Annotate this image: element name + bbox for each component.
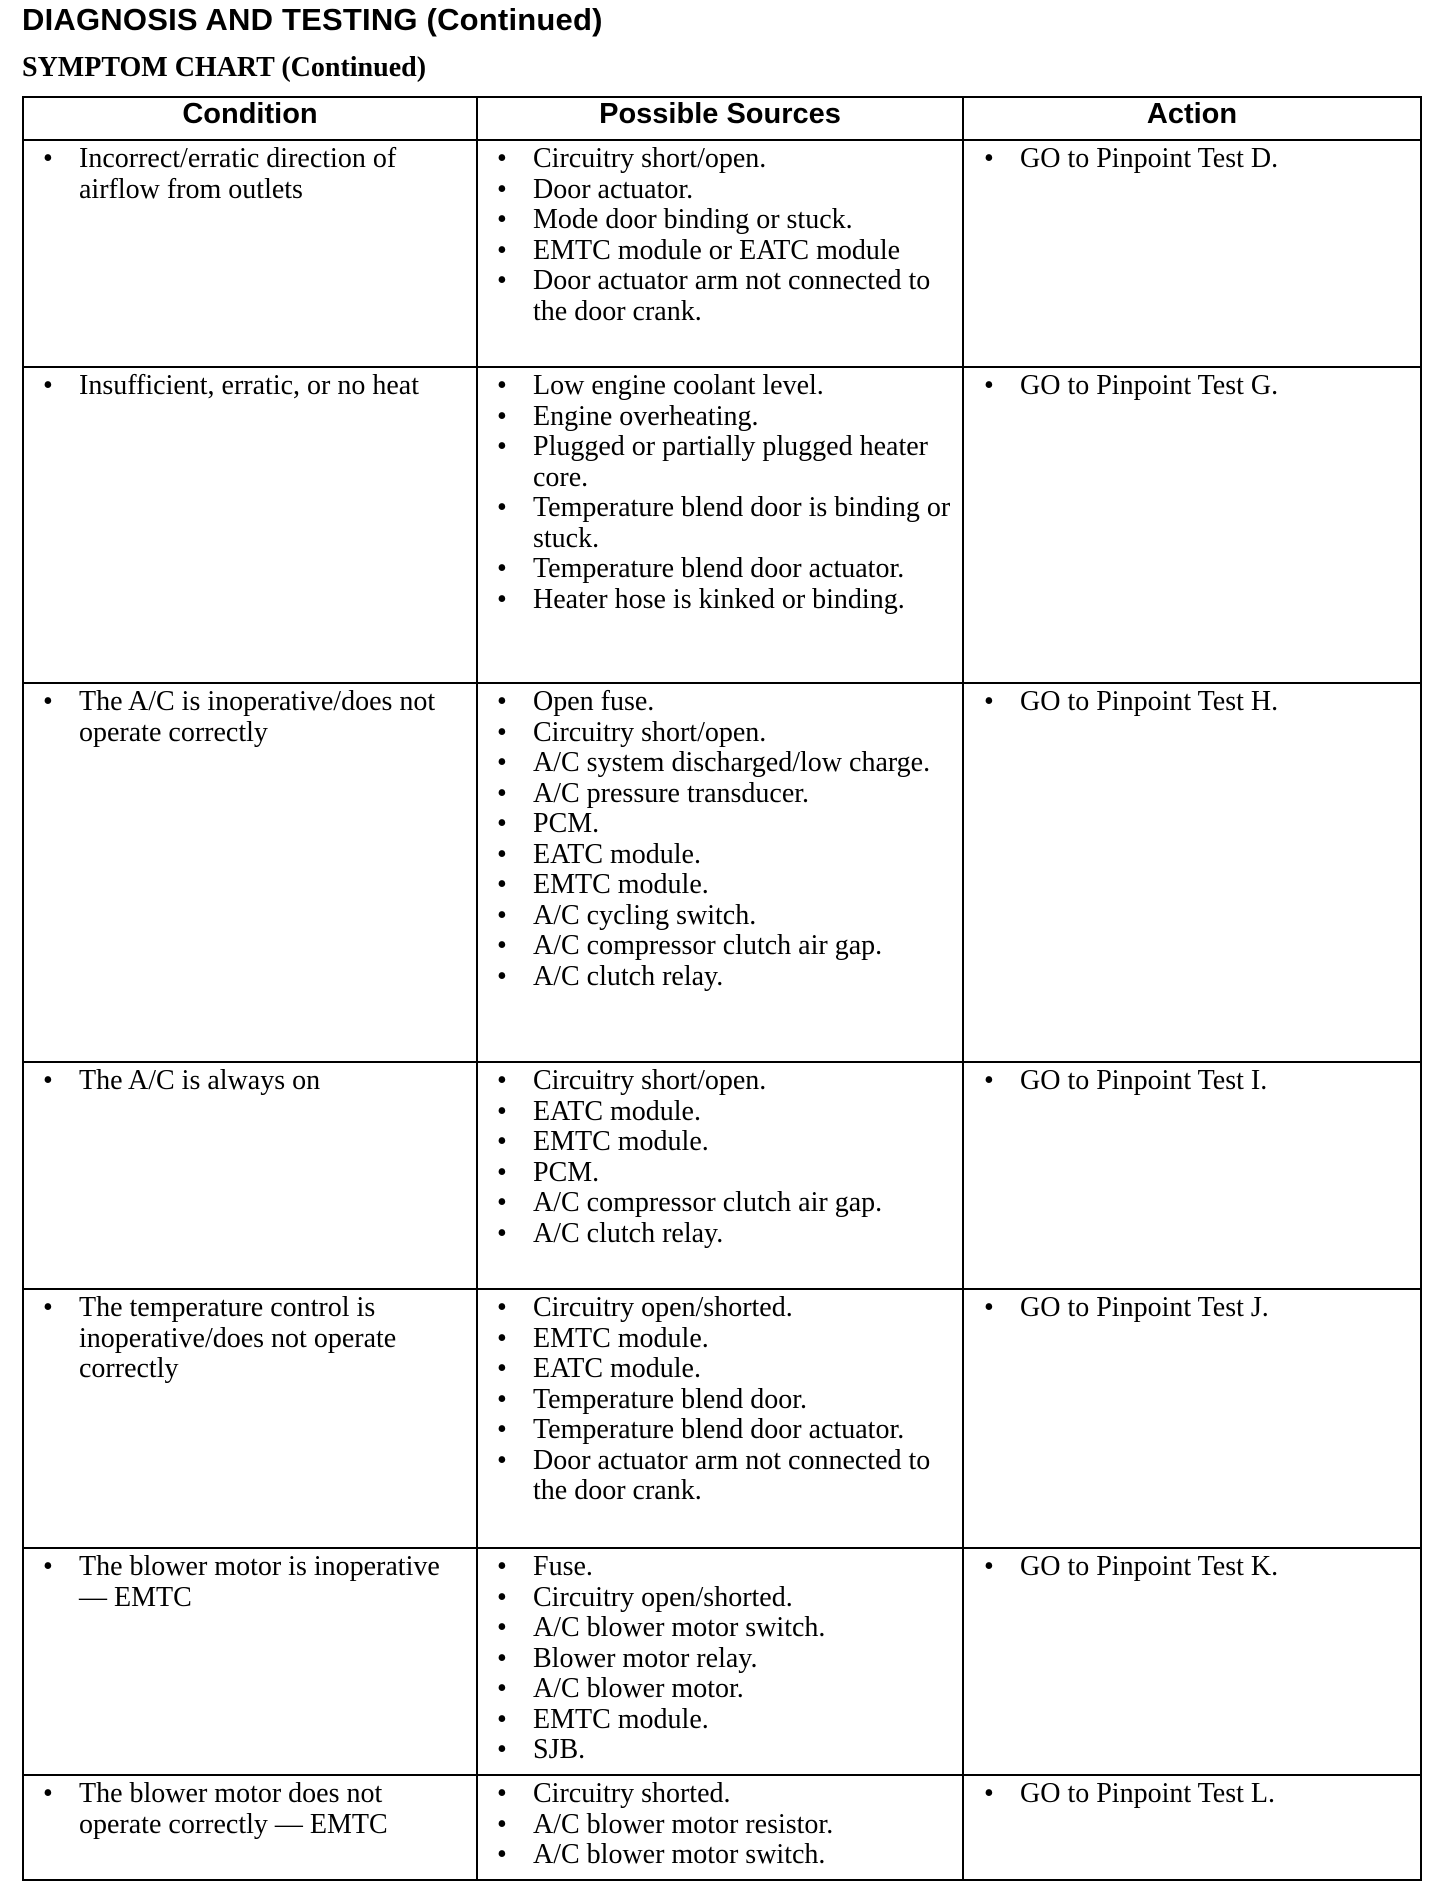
action-text: • GO to Pinpoint Test L.	[1020, 1779, 1410, 1810]
source-item: • A/C clutch relay.	[533, 1219, 952, 1250]
condition-cell	[23, 1775, 477, 1880]
table-row	[23, 683, 1421, 1062]
source-item: • EATC module.	[533, 840, 952, 871]
source-item: • Heater hose is kinked or binding.	[533, 585, 952, 616]
source-item: • Temperature blend door actuator.	[533, 1415, 952, 1446]
source-item: • A/C pressure transducer.	[533, 779, 952, 810]
source-item: • Circuitry short/open.	[533, 144, 952, 175]
bullet-list	[964, 144, 1420, 175]
table-row	[23, 1775, 1421, 1880]
possible-sources-cell	[477, 1775, 963, 1880]
condition-text: • The A/C is always on	[79, 1066, 462, 1097]
source-item: • EMTC module.	[533, 1324, 952, 1355]
bullet-list	[478, 1066, 962, 1249]
source-item: • EATC module.	[533, 1354, 952, 1385]
bullet-list	[478, 144, 962, 327]
source-item: • Temperature blend door.	[533, 1385, 952, 1416]
action-text: • GO to Pinpoint Test I.	[1020, 1066, 1410, 1097]
bullet-list	[24, 371, 476, 402]
symptom-chart-table	[22, 96, 1422, 1881]
possible-sources-cell	[477, 1062, 963, 1289]
bullet-list	[478, 687, 962, 992]
table-row	[23, 1548, 1421, 1775]
action-text: • GO to Pinpoint Test H.	[1020, 687, 1410, 718]
action-cell	[963, 683, 1421, 1062]
bullet-list	[24, 1779, 476, 1840]
source-item: • A/C cycling switch.	[533, 901, 952, 932]
column-header-action: Action	[963, 97, 1421, 140]
condition-text: • Insufficient, erratic, or no heat	[79, 371, 462, 402]
condition-text: • The temperature control is inoperative/does not operate correctly	[79, 1293, 462, 1385]
source-item: • Mode door binding or stuck.	[533, 205, 952, 236]
source-item: • Temperature blend door actuator.	[533, 554, 952, 585]
table-row	[23, 1289, 1421, 1548]
source-item: • A/C blower motor.	[533, 1674, 952, 1705]
condition-text: • The A/C is inoperative/does not operate correctly	[79, 687, 462, 748]
source-item: • Open fuse.	[533, 687, 952, 718]
bullet-list	[478, 371, 962, 615]
source-item: • Circuitry open/shorted.	[533, 1583, 952, 1614]
source-item: • A/C blower motor switch.	[533, 1840, 952, 1871]
bullet-list	[478, 1293, 962, 1507]
condition-cell	[23, 683, 477, 1062]
source-item: • Door actuator arm not connected to the door crank.	[533, 266, 952, 327]
source-item: • PCM.	[533, 809, 952, 840]
bullet-list	[964, 1066, 1420, 1097]
condition-cell	[23, 140, 477, 367]
table-body	[23, 140, 1421, 1880]
source-item: • A/C system discharged/low charge.	[533, 748, 952, 779]
bullet-list	[24, 1066, 476, 1097]
source-item: • A/C blower motor resistor.	[533, 1810, 952, 1841]
source-item: • Door actuator.	[533, 175, 952, 206]
source-item: • SJB.	[533, 1735, 952, 1766]
condition-text: • Incorrect/erratic direction of airflow from outlets	[79, 144, 462, 205]
table-header-row	[23, 97, 1421, 140]
possible-sources-cell	[477, 683, 963, 1062]
source-item: • Engine overheating.	[533, 402, 952, 433]
possible-sources-cell	[477, 367, 963, 683]
action-cell	[963, 1775, 1421, 1880]
source-item: • EMTC module.	[533, 870, 952, 901]
condition-text: • The blower motor does not operate correctly — EMTC	[79, 1779, 462, 1840]
source-item: • Fuse.	[533, 1552, 952, 1583]
table-row	[23, 140, 1421, 367]
source-item: • Circuitry open/shorted.	[533, 1293, 952, 1324]
source-item: • Circuitry short/open.	[533, 718, 952, 749]
action-cell	[963, 367, 1421, 683]
action-text: • GO to Pinpoint Test G.	[1020, 371, 1410, 402]
action-text: • GO to Pinpoint Test K.	[1020, 1552, 1410, 1583]
action-text: • GO to Pinpoint Test D.	[1020, 144, 1410, 175]
action-cell	[963, 1289, 1421, 1548]
bullet-list	[964, 1779, 1420, 1810]
bullet-list	[24, 687, 476, 748]
possible-sources-cell	[477, 1289, 963, 1548]
source-item: • A/C clutch relay.	[533, 962, 952, 993]
source-item: • Blower motor relay.	[533, 1644, 952, 1675]
source-item: • EMTC module or EATC module	[533, 236, 952, 267]
condition-text: • The blower motor is inoperative — EMTC	[79, 1552, 462, 1613]
source-item: • Temperature blend door is binding or stuck.	[533, 493, 952, 554]
column-header-possible-sources: Possible Sources	[477, 97, 963, 140]
possible-sources-cell	[477, 1548, 963, 1775]
possible-sources-cell	[477, 140, 963, 367]
bullet-list	[964, 1293, 1420, 1324]
action-cell	[963, 1062, 1421, 1289]
bullet-list	[478, 1552, 962, 1766]
condition-cell	[23, 1548, 477, 1775]
action-cell	[963, 1548, 1421, 1775]
bullet-list	[964, 687, 1420, 718]
bullet-list	[964, 371, 1420, 402]
table-row	[23, 367, 1421, 683]
condition-cell	[23, 1289, 477, 1548]
section-title: SYMPTOM CHART (Continued)	[22, 52, 427, 83]
condition-cell	[23, 1062, 477, 1289]
bullet-list	[478, 1779, 962, 1871]
source-item: • Door actuator arm not connected to the door crank.	[533, 1446, 952, 1507]
bullet-list	[24, 1552, 476, 1613]
source-item: • A/C compressor clutch air gap.	[533, 1188, 952, 1219]
source-item: • Low engine coolant level.	[533, 371, 952, 402]
page-title: DIAGNOSIS AND TESTING (Continued)	[22, 2, 603, 37]
table-row	[23, 1062, 1421, 1289]
column-header-condition: Condition	[23, 97, 477, 140]
bullet-list	[24, 1293, 476, 1385]
bullet-list	[24, 144, 476, 205]
source-item: • Circuitry short/open.	[533, 1066, 952, 1097]
condition-cell	[23, 367, 477, 683]
source-item: • A/C compressor clutch air gap.	[533, 931, 952, 962]
source-item: • EATC module.	[533, 1097, 952, 1128]
source-item: • A/C blower motor switch.	[533, 1613, 952, 1644]
source-item: • PCM.	[533, 1158, 952, 1189]
source-item: • EMTC module.	[533, 1127, 952, 1158]
action-cell	[963, 140, 1421, 367]
bullet-list	[964, 1552, 1420, 1583]
action-text: • GO to Pinpoint Test J.	[1020, 1293, 1410, 1324]
source-item: • Circuitry shorted.	[533, 1779, 952, 1810]
source-item: • Plugged or partially plugged heater core.	[533, 432, 952, 493]
source-item: • EMTC module.	[533, 1705, 952, 1736]
